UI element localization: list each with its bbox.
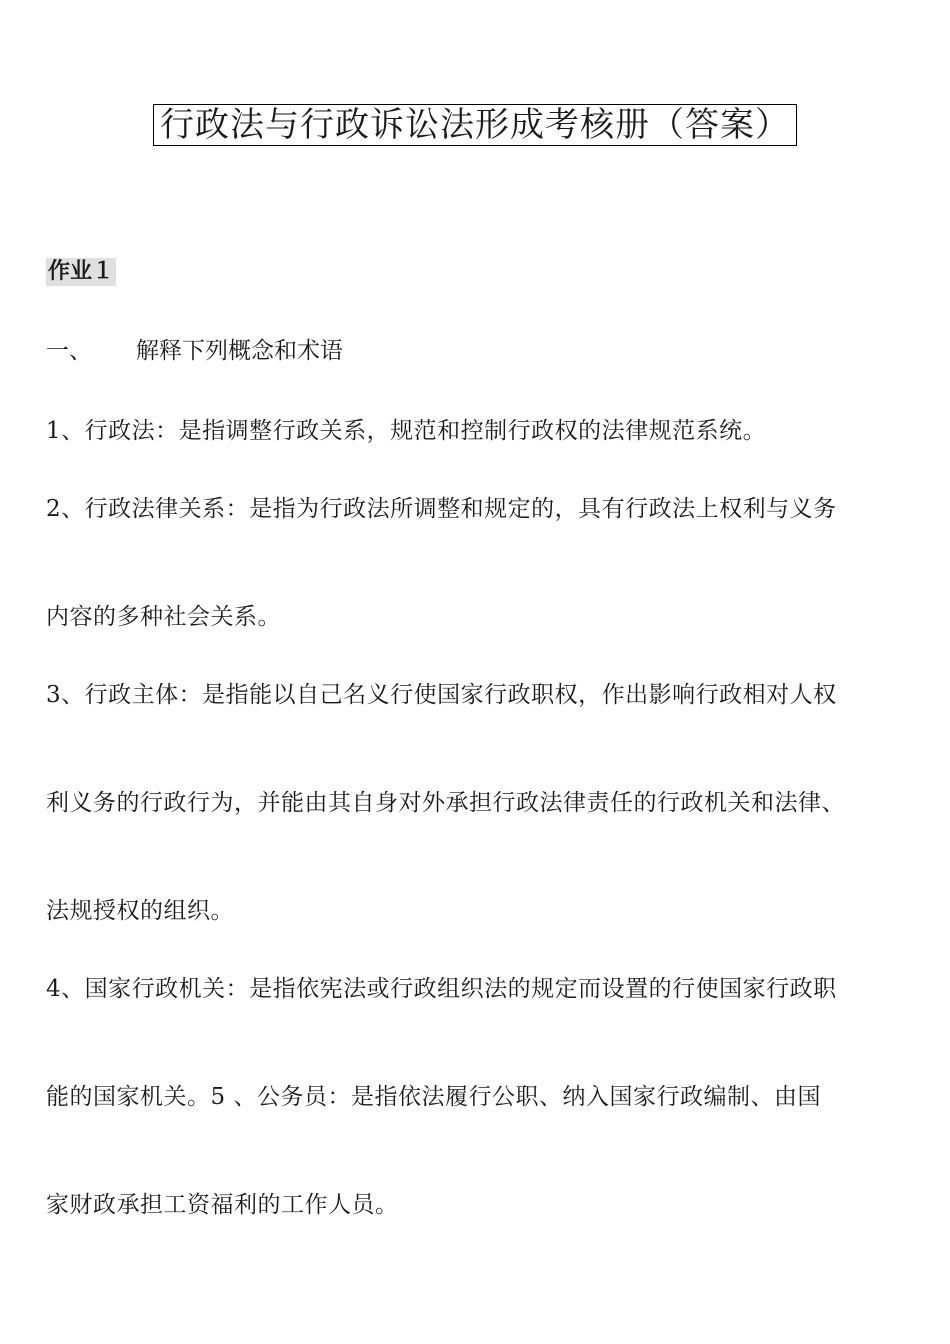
section-label: 解释下列概念和术语 bbox=[136, 338, 343, 364]
section-heading bbox=[46, 336, 343, 366]
paragraph-line: 利义务的行政行为，并能由其自身对外承担行政法律责任的行政机关和法律、 bbox=[46, 790, 845, 816]
paragraph-line: 法规授权的组织。 bbox=[46, 898, 234, 924]
paragraph-line: 2、行政法律关系：是指为行政法所调整和规定的，具有行政法上权利与义务 bbox=[46, 496, 837, 522]
paragraph-line: 3、行政主体：是指能以自己名义行使国家行政职权，作出影响行政相对人权 bbox=[46, 682, 837, 708]
paragraph-line: 4、国家行政机关：是指依宪法或行政组织法的规定而设置的行使国家行政职 bbox=[46, 976, 837, 1002]
assignment-heading: 作业１ bbox=[48, 259, 115, 284]
document-title: 行政法与行政诉讼法形成考核册（答案） bbox=[153, 104, 797, 146]
paragraph-line: 内容的多种社会关系。 bbox=[46, 604, 281, 630]
paragraph-line: 1、行政法：是指调整行政关系，规范和控制行政权的法律规范系统。 bbox=[46, 418, 767, 444]
paragraph-line: 能的国家机关。5 、公务员：是指依法履行公职、纳入国家行政编制、由国 bbox=[46, 1084, 821, 1110]
paragraph-line: 家财政承担工资福利的工作人员。 bbox=[46, 1192, 399, 1218]
section-number: 一、 bbox=[46, 338, 92, 364]
title-container bbox=[0, 104, 950, 146]
